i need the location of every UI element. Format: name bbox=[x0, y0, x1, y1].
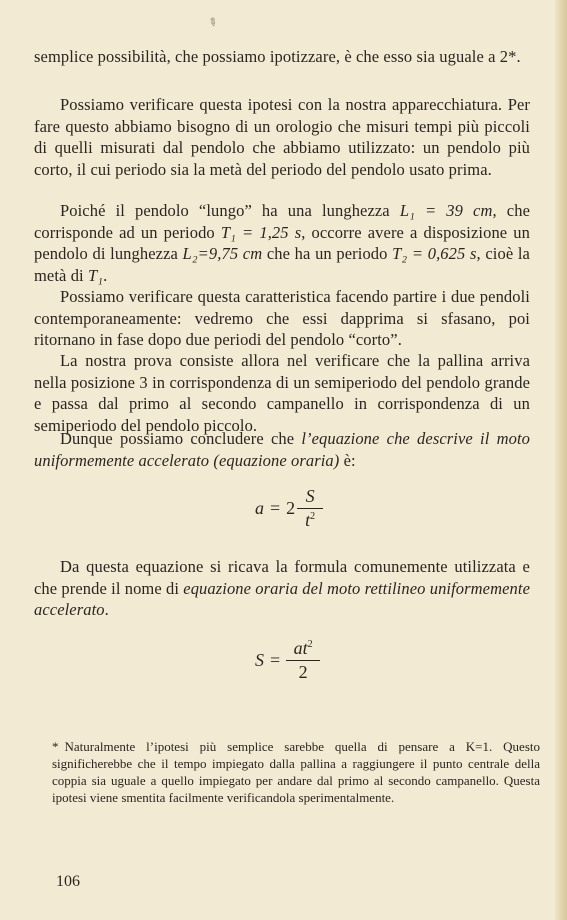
eq1-numerator: S bbox=[305, 486, 315, 506]
eq1-coefficient: 2 bbox=[286, 498, 296, 518]
eq1-denominator bbox=[305, 510, 315, 531]
equation-position bbox=[255, 638, 320, 683]
eq1-exponent: 2 bbox=[310, 511, 316, 522]
eq1-den-var: t bbox=[305, 510, 311, 530]
paragraph-2 bbox=[34, 94, 530, 180]
page-edge bbox=[555, 0, 567, 920]
p3-text-b: , che corrisponde ad un periodo bbox=[34, 201, 530, 242]
p6-text-c: è: bbox=[339, 450, 356, 470]
footnote bbox=[52, 738, 540, 806]
paragraph-1-text: semplice possibilità, che possiamo ipotizzare, è che esso sia uguale a 2*. bbox=[34, 47, 521, 66]
p3-text-c: , occorre avere a disposizione un pendolo di lunghezza bbox=[34, 222, 530, 263]
p6-italic-term: l’equazione che descrive il moto uniformemente accelerato (equazione oraria) bbox=[34, 429, 530, 470]
p7-text-a: Da questa equazione si ricava la formula comunemente utilizzata e che prende il nome di bbox=[34, 557, 530, 598]
footnote-text: Naturalmente l’ipotesi più semplice sarebbe quella di pensare a K=1. Questo significherebbe che il tempo impiegato dalla pallina a raggiungere il punto centrale della coppia sia uguale a quello impiegato per andare dal primo al secondo campanello. Questa ipotesi viene smentita facilmente verificandola sperimentalmente. bbox=[52, 739, 540, 805]
eq1-lhs: a bbox=[255, 498, 264, 518]
eq2-fraction bbox=[286, 638, 320, 683]
paragraph-7 bbox=[34, 556, 530, 621]
eq2-numerator bbox=[294, 638, 313, 659]
p7-italic-term: equazione oraria del moto rettilineo uniformemente accelerato bbox=[34, 578, 530, 619]
period-T1: T₁ = 1,25 s bbox=[220, 222, 302, 242]
eq1-equals: = bbox=[270, 498, 281, 518]
eq2-fraction-bar bbox=[286, 660, 320, 661]
equation-acceleration bbox=[255, 486, 323, 531]
p7-text-c: . bbox=[104, 600, 109, 619]
paragraph-4-text: Possiamo verificare questa caratteristica facendo partire i due pendoli contemporaneamente: vedremo che essi dapprima si sfasano, poi ritornano in fase dopo due periodi del pendolo “corto”. bbox=[34, 287, 530, 349]
eq1-fraction-bar bbox=[297, 508, 323, 509]
eq2-lhs: S bbox=[255, 650, 264, 670]
length-L1: L₁ = 39 cm bbox=[399, 201, 493, 220]
paragraph-2-text: Possiamo verificare questa ipotesi con la nostra apparecchiatura. Per fare questo abbiamo bisogno di un orologio che misuri tempi più piccoli di quelli misurati dal pendolo che abbiamo utilizzato: un pendolo più corto, il cui periodo sia la metà del periodo del pendolo usato prima. bbox=[34, 95, 530, 179]
period-T1-ref: T₁ bbox=[87, 265, 104, 285]
paragraph-5-text: La nostra prova consiste allora nel verificare che la pallina arriva nella posizione 3 in corrispondenza di un semiperiodo del pendolo grande e passa dal primo al secondo campanello in corrispondenza di un semiperiodo del pendolo piccolo. bbox=[34, 351, 530, 435]
eq1-fraction bbox=[297, 486, 323, 531]
period-T2: T₂ = 0,625 s bbox=[392, 244, 477, 263]
paragraph-6 bbox=[34, 428, 530, 471]
eq2-num-var: at bbox=[293, 638, 308, 658]
paragraph-3 bbox=[34, 200, 530, 286]
paragraph-5 bbox=[34, 350, 530, 436]
pencil-mark: ✎ bbox=[205, 15, 220, 31]
p3-text-f: . bbox=[103, 265, 108, 285]
page-number: 106 bbox=[56, 873, 80, 890]
eq2-equals: = bbox=[270, 650, 281, 670]
paragraph-1 bbox=[34, 46, 530, 68]
p6-text-a: Dunque possiamo concludere che bbox=[60, 429, 302, 448]
p3-text-e: , cioè la metà di bbox=[34, 244, 530, 285]
p3-text-d: che ha un periodo bbox=[262, 244, 393, 263]
footnote-marker: * bbox=[52, 739, 59, 754]
p3-text-a: Poiché il pendolo “lungo” ha una lunghezza bbox=[60, 201, 400, 220]
paragraph-4 bbox=[34, 286, 530, 351]
eq2-exponent: 2 bbox=[307, 639, 313, 650]
length-L2: L₂=9,75 cm bbox=[182, 244, 263, 263]
eq2-denominator: 2 bbox=[298, 662, 308, 682]
